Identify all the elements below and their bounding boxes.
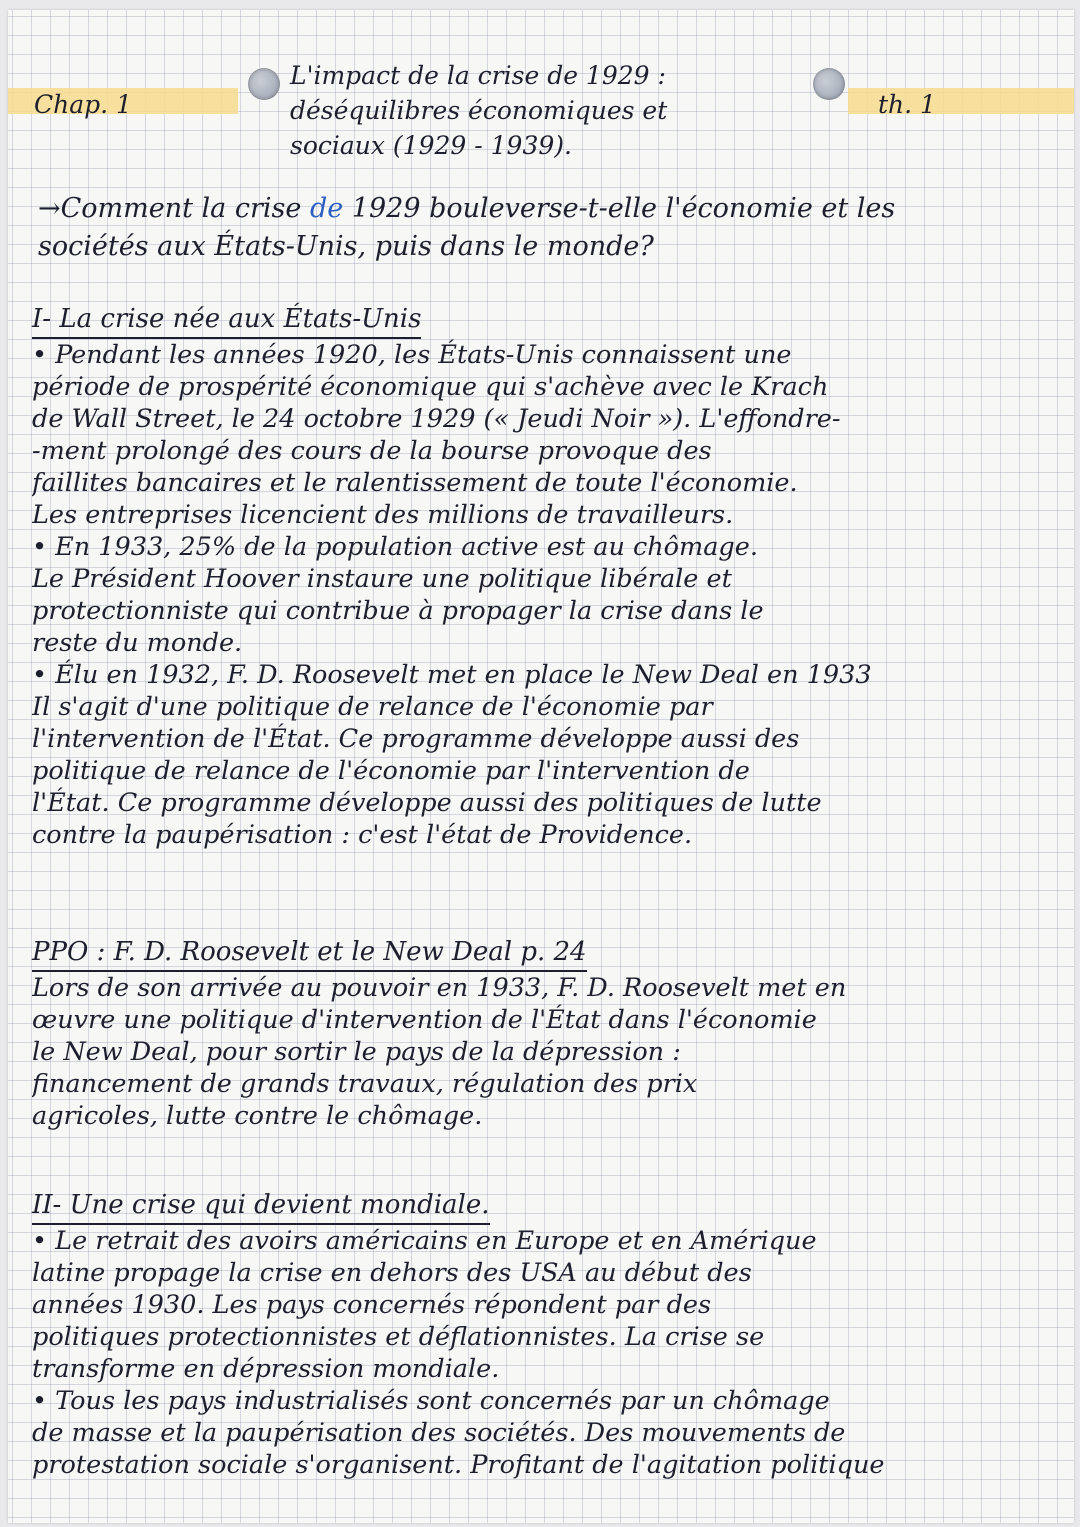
chapter-label: Chap. 1 xyxy=(34,90,132,119)
section-body xyxy=(32,1225,1062,1481)
theme-label: th. 1 xyxy=(878,90,936,119)
problem-question xyxy=(38,190,1048,266)
text-line: l'État. Ce programme développe aussi des politiques de lutte xyxy=(32,788,822,818)
text-line: contre la paupérisation : c'est l'état de Providence. xyxy=(32,820,693,850)
text-line: financement de grands travaux, régulation des prix xyxy=(32,1069,698,1099)
question-text-blue: de xyxy=(309,193,344,224)
text-line: protectionniste qui contribue à propager la crise dans le xyxy=(32,596,764,626)
text-line: transforme en dépression mondiale. xyxy=(32,1354,500,1384)
punch-hole-right xyxy=(813,68,845,100)
text-line: protestation sociale s'organisent. Profitant de l'agitation politique xyxy=(32,1450,885,1480)
text-line: latine propage la crise en dehors des USA au début des xyxy=(32,1258,752,1288)
question-text: 1929 bouleverse-t-elle l'économie et les xyxy=(343,193,896,224)
section-heading: PPO : F. D. Roosevelt et le New Deal p. 24 xyxy=(32,935,587,972)
punch-hole-left xyxy=(248,68,280,100)
text-line: • Pendant les années 1920, les États-Unis connaissent une xyxy=(32,340,792,370)
text-line: de Wall Street, le 24 octobre 1929 (« Jeudi Noir »). L'effondre- xyxy=(32,404,841,434)
section-ppo xyxy=(32,935,1062,1132)
text-line: • Tous les pays industrialisés sont concernés par un chômage xyxy=(32,1386,830,1416)
text-line: le New Deal, pour sortir le pays de la dépression : xyxy=(32,1037,681,1067)
text-line: de masse et la paupérisation des sociétés. Des mouvements de xyxy=(32,1418,846,1448)
text-line: -ment prolongé des cours de la bourse provoque des xyxy=(32,436,712,466)
notebook-page xyxy=(8,10,1074,1523)
text-line: période de prospérité économique qui s'achève avec le Krach xyxy=(32,372,829,402)
title-line: déséquilibres économiques et xyxy=(290,96,668,125)
section-1 xyxy=(32,302,1062,851)
text-line: • Le retrait des avoirs américains en Europe et en Amérique xyxy=(32,1226,817,1256)
section-heading: II- Une crise qui devient mondiale. xyxy=(32,1188,490,1225)
text-line: • En 1933, 25% de la population active est au chômage. xyxy=(32,532,758,562)
text-line: • Élu en 1932, F. D. Roosevelt met en place le New Deal en 1933 xyxy=(32,660,872,690)
page-title xyxy=(290,58,810,163)
text-line: Les entreprises licencient des millions de travailleurs. xyxy=(32,500,734,530)
text-line: agricoles, lutte contre le chômage. xyxy=(32,1101,483,1131)
title-line: L'impact de la crise de 1929 : xyxy=(290,61,666,90)
section-2 xyxy=(32,1188,1062,1481)
text-line: reste du monde. xyxy=(32,628,243,658)
text-line: années 1930. Les pays concernés répondent par des xyxy=(32,1290,712,1320)
question-text: →Comment la crise xyxy=(38,193,310,224)
section-body xyxy=(32,339,1062,851)
text-line: l'intervention de l'État. Ce programme développe aussi des xyxy=(32,724,800,754)
question-line: sociétés aux États-Unis, puis dans le monde? xyxy=(38,231,654,262)
section-heading: I- La crise née aux États-Unis xyxy=(32,302,421,339)
text-line: Il s'agit d'une politique de relance de l'économie par xyxy=(32,692,713,722)
title-line: sociaux (1929 - 1939). xyxy=(290,131,572,160)
text-line: politiques protectionnistes et déflationnistes. La crise se xyxy=(32,1322,765,1352)
text-line: Le Président Hoover instaure une politique libérale et xyxy=(32,564,732,594)
text-line: Lors de son arrivée au pouvoir en 1933, F. D. Roosevelt met en xyxy=(32,973,847,1003)
text-line: œuvre une politique d'intervention de l'État dans l'économie xyxy=(32,1005,817,1035)
text-line: faillites bancaires et le ralentissement de toute l'économie. xyxy=(32,468,798,498)
section-body xyxy=(32,972,1062,1132)
text-line: politique de relance de l'économie par l'intervention de xyxy=(32,756,750,786)
